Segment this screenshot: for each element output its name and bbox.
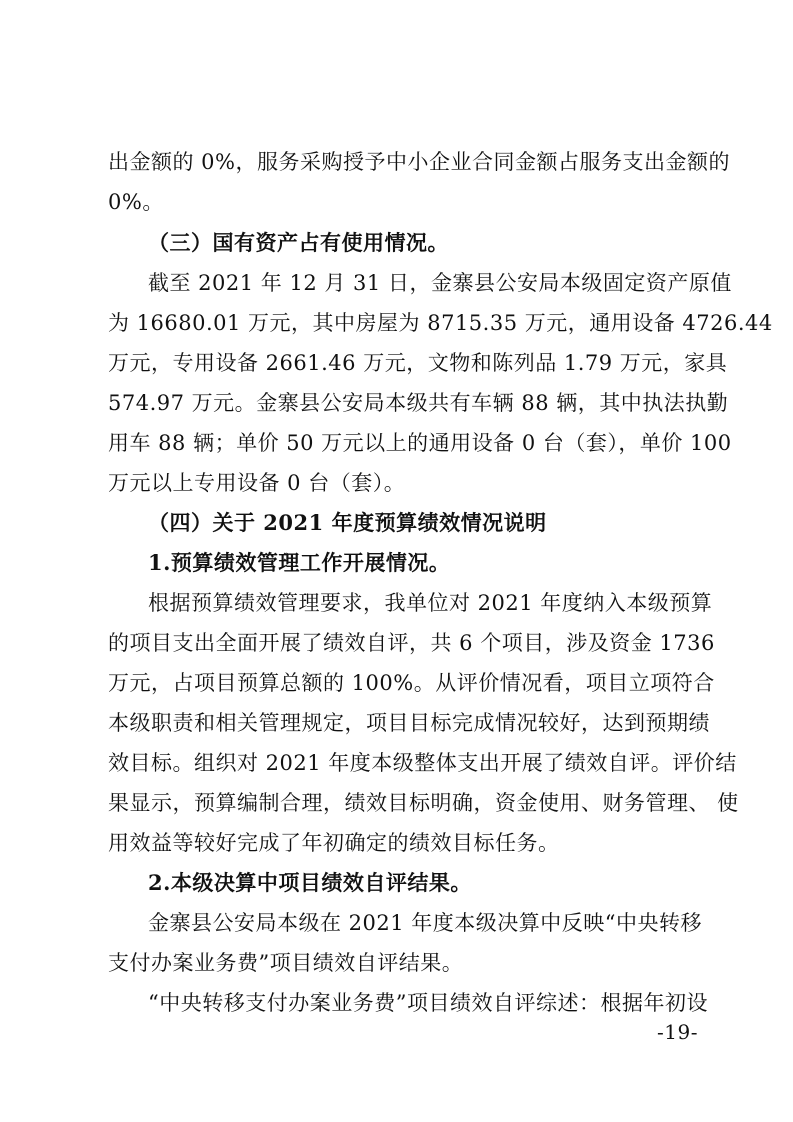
paragraph-line: 万元以上专用设备 0 台（套）。	[108, 471, 406, 495]
paragraph-line: 金寨县公安局本级在 2021 年度本级决算中反映“中央转移	[148, 911, 703, 935]
paragraph-line: 出金额的 0%，服务采购授予中小企业合同金额占服务支出金额的	[108, 150, 730, 174]
section-heading: （三）国有资产占有使用情况。	[148, 230, 449, 255]
paragraph-line: 为 16680.01 万元，其中房屋为 8715.35 万元，通用设备 4726.44	[108, 311, 773, 335]
section-heading: （四）关于 2021 年度预算绩效情况说明	[148, 510, 547, 535]
subsection-heading: 1.预算绩效管理工作开展情况。	[148, 550, 451, 575]
paragraph-line: “中央转移支付办案业务费”项目绩效自评综述：根据年初设	[148, 991, 708, 1015]
subsection-heading: 2.本级决算中项目绩效自评结果。	[148, 870, 472, 895]
paragraph-line: 的项目支出全面开展了绩效自评，共 6 个项目，涉及资金 1736	[108, 631, 715, 655]
paragraph-line: 用效益等较好完成了年初确定的绩效目标任务。	[108, 831, 560, 855]
page-number: -19-	[657, 1020, 698, 1044]
paragraph-line: 0%。	[108, 190, 164, 214]
paragraph-line: 万元，专用设备 2661.46 万元，文物和陈列品 1.79 万元，家具	[108, 351, 728, 375]
paragraph-line: 本级职责和相关管理规定，项目目标完成情况较好，达到预期绩	[108, 711, 710, 735]
paragraph-line: 支付办案业务费”项目绩效自评结果。	[108, 951, 464, 975]
paragraph-line: 574.97 万元。金寨县公安局本级共有车辆 88 辆，其中执法执勤	[108, 391, 729, 415]
paragraph-line: 用车 88 辆；单价 50 万元以上的通用设备 0 台（套），单价 100	[108, 431, 732, 455]
paragraph-line: 截至 2021 年 12 月 31 日，金寨县公安局本级固定资产原值	[148, 271, 732, 295]
paragraph-line: 根据预算绩效管理要求，我单位对 2021 年度纳入本级预算	[148, 591, 713, 615]
paragraph-line: 果显示，预算编制合理，绩效目标明确，资金使用、财务管理、 使	[108, 791, 739, 815]
paragraph-line: 万元，占项目预算总额的 100%。从评价情况看，项目立项符合	[108, 671, 715, 695]
paragraph-line: 效目标。组织对 2021 年度本级整体支出开展了绩效自评。评价结	[108, 751, 737, 775]
